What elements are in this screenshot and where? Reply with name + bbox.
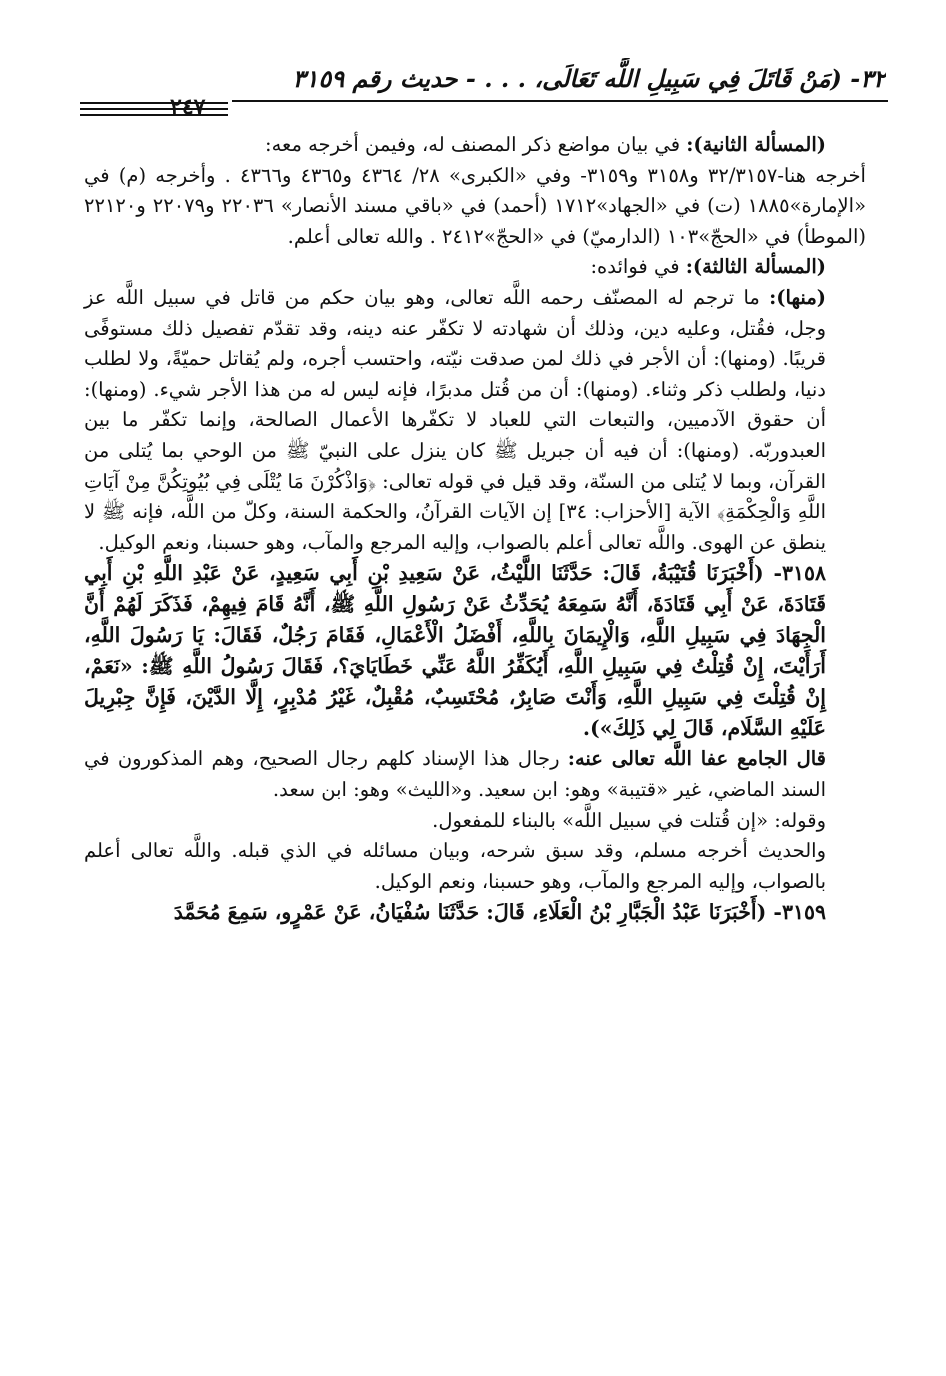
paragraph [84, 161, 866, 253]
paragraph-text: أخرجه هنا-٣٢/٣١٥٧ و٣١٥٨ و٣١٥٩- وفي «الكبرى» ٢٨/ ٤٣٦٤ و٤٣٦٥ و٤٣٦٦ . وأخرجه (م) في «الإمارة»١٨٨٥ (ت) في «الجهاد»١٧١٢ (أحمد) في «باقي مسند الأنصار» ٢٢٠٣٦ و٢٢٠٧٩ و٢٢١٢٠ (الموطأ) في «الحجّ»١٠٣ (الدارميّ) في «الحجّ»٢٤١٢ . والله تعالى أعلم. [84, 163, 866, 248]
paragraph [84, 130, 866, 161]
hadith-3158: ٣١٥٨- (أَخْبَرَنَا قُتَيْبَةُ، قَالَ: حَدَّثَنَا اللَّيْثُ، عَنْ سَعِيدِ بْنِ أَبِي سَعِيدٍ، عَنْ عَبْدِ اللَّهِ بْنِ أَبِي قَتَادَةَ، عَنْ أَبِي قَتَادَةَ، أَنَّهُ سَمِعَهُ يُحَدِّثُ عَنْ رَسُولِ اللَّهِ ﷺ، أَنَّهُ قَامَ فِيهِمْ، فَذَكَرَ لَهُمْ أَنَّ الْجِهَادَ فِي سَبِيلِ اللَّهِ، وَالْإِيمَانَ بِاللَّهِ، أَفْضَلُ الْأَعْمَالِ، فَقَامَ رَجُلٌ، فَقَالَ: يَا رَسُولَ اللَّهِ، أَرَأَيْتَ، إِنْ قُتِلْتُ فِي سَبِيلِ اللَّهِ، أَيُكَفِّرُ اللَّهُ عَنِّي خَطَايَايَ؟، فَقَالَ رَسُولُ اللَّهِ ﷺ: «نَعَمْ، إِنْ قُتِلْتَ فِي سَبِيلِ اللَّهِ، وَأَنْتَ صَابِرٌ، مُحْتَسِبٌ، مُقْبِلٌ، غَيْرُ مُدْبِرٍ، إِلَّا الدَّيْنَ، فَإِنَّ جِبْرِيلَ عَلَيْهِ السَّلَام، قَالَ لِي ذَلِكَ»). [84, 561, 826, 741]
paragraph [84, 252, 866, 283]
paragraph [84, 836, 866, 897]
page-number-rules [80, 96, 228, 126]
header-title: ٣٢- (مَنْ قَاتَلَ فِي سَبِيلِ اللَّه تَعَالَى، . . . - حديث رقم ٣١٥٩ [292, 63, 886, 93]
paragraph-lead: (المسألة الثالثة): [685, 255, 826, 279]
header-rule [232, 100, 888, 102]
rule-line [80, 102, 228, 104]
paragraph [84, 744, 866, 805]
paragraph-text: في بيان مواضع ذكر المصنف له، وفيمن أخرجه معه: [265, 133, 687, 156]
paragraph-text: والحديث أخرجه مسلم، وقد سبق شرحه، وبيان مسائله في الذي قبله. واللَّه تعالى أعلم بالصواب، وإليه المرجع والمآب، وهو حسبنا، ونعم الوكيل. [84, 839, 826, 893]
rule-line [80, 114, 228, 116]
rule-line [80, 108, 228, 110]
paragraph-text: في فوائده: [590, 255, 686, 279]
paragraph-lead: (المسألة الثانية): [686, 133, 826, 156]
page-number: ٢٤٧ [170, 94, 206, 120]
running-header [250, 58, 886, 98]
body-text [84, 130, 866, 928]
paragraph-lead: (منها): [769, 285, 826, 309]
paragraph-text: رجال هذا الإسناد كلهم رجال الصحيح، وهم المذكورون في السند الماضي، غير «قتيبة» وهو: ابن سعيد. و«الليث» وهو: ابن سعد. [84, 747, 826, 801]
paragraph-text: ما ترجم له المصنّف رحمه اللَّه تعالى، وهو بيان حكم من قاتل في سبيل اللَّه عز وجل، فقُتل، وعليه دين، وذلك أن شهادته لا تكفّر عنه دينه، وقد تقدّم تفصيل ذلك مستوفًى قريبًا. (ومنها): أن الأجر في ذلك لمن صدقت نيّته، واحتسب أجره، ولم يُقاتل حميّةً، ولا لطلب دنيا، ولطلب ذكر وثناء. (ومنها): أن من قُتل مدبرًا، فإنه ليس له من هذا الأجر شيء. (ومنها): أن حقوق الآدميين، والتبعات التي للعباد لا تكفّرها الأعمال الصالحة، وإنما تكفّر ما بين العبدوربّه. (ومنها): أن فيه أن جبريل ﷺ كان ينزل على النبيّ ﷺ من الوحي بما يُتلى من القرآن، وبما لا يُتلى من السنّة، وقد قيل في قوله تعالى: ﴿وَاذْكُرْنَ مَا يُتْلَى فِي بُيُوتِكُنَّ مِنْ آيَاتِ اللَّهِ وَالْحِكْمَةِ﴾ الآية [الأحزاب: ٣٤] إن الآيات القرآنُ، والحكمة السنة، وكلّ من اللَّه، فإنه ﷺ لا ينطق عن الهوى. واللَّه تعالى أعلم بالصواب، وإليه المرجع والمآب، وهو حسبنا، ونعم الوكيل. [84, 285, 827, 554]
paragraph-text: وقوله: «إن قُتلت في سبيل اللَّه» بالبناء للمفعول. [432, 808, 826, 832]
hadith-3159: ٣١٥٩- (أَخْبَرَنَا عَبْدُ الْجَبَّارِ بْنُ الْعَلَاءِ، قَالَ: حَدَّثَنَا سُفْيَانُ، عَنْ عَمْرٍو، سَمِعَ مُحَمَّدَ [173, 900, 826, 925]
paragraph [84, 283, 866, 558]
paragraph [84, 806, 866, 837]
paragraph-lead: قال الجامع عفا اللَّه تعالى عنه: [567, 747, 826, 771]
